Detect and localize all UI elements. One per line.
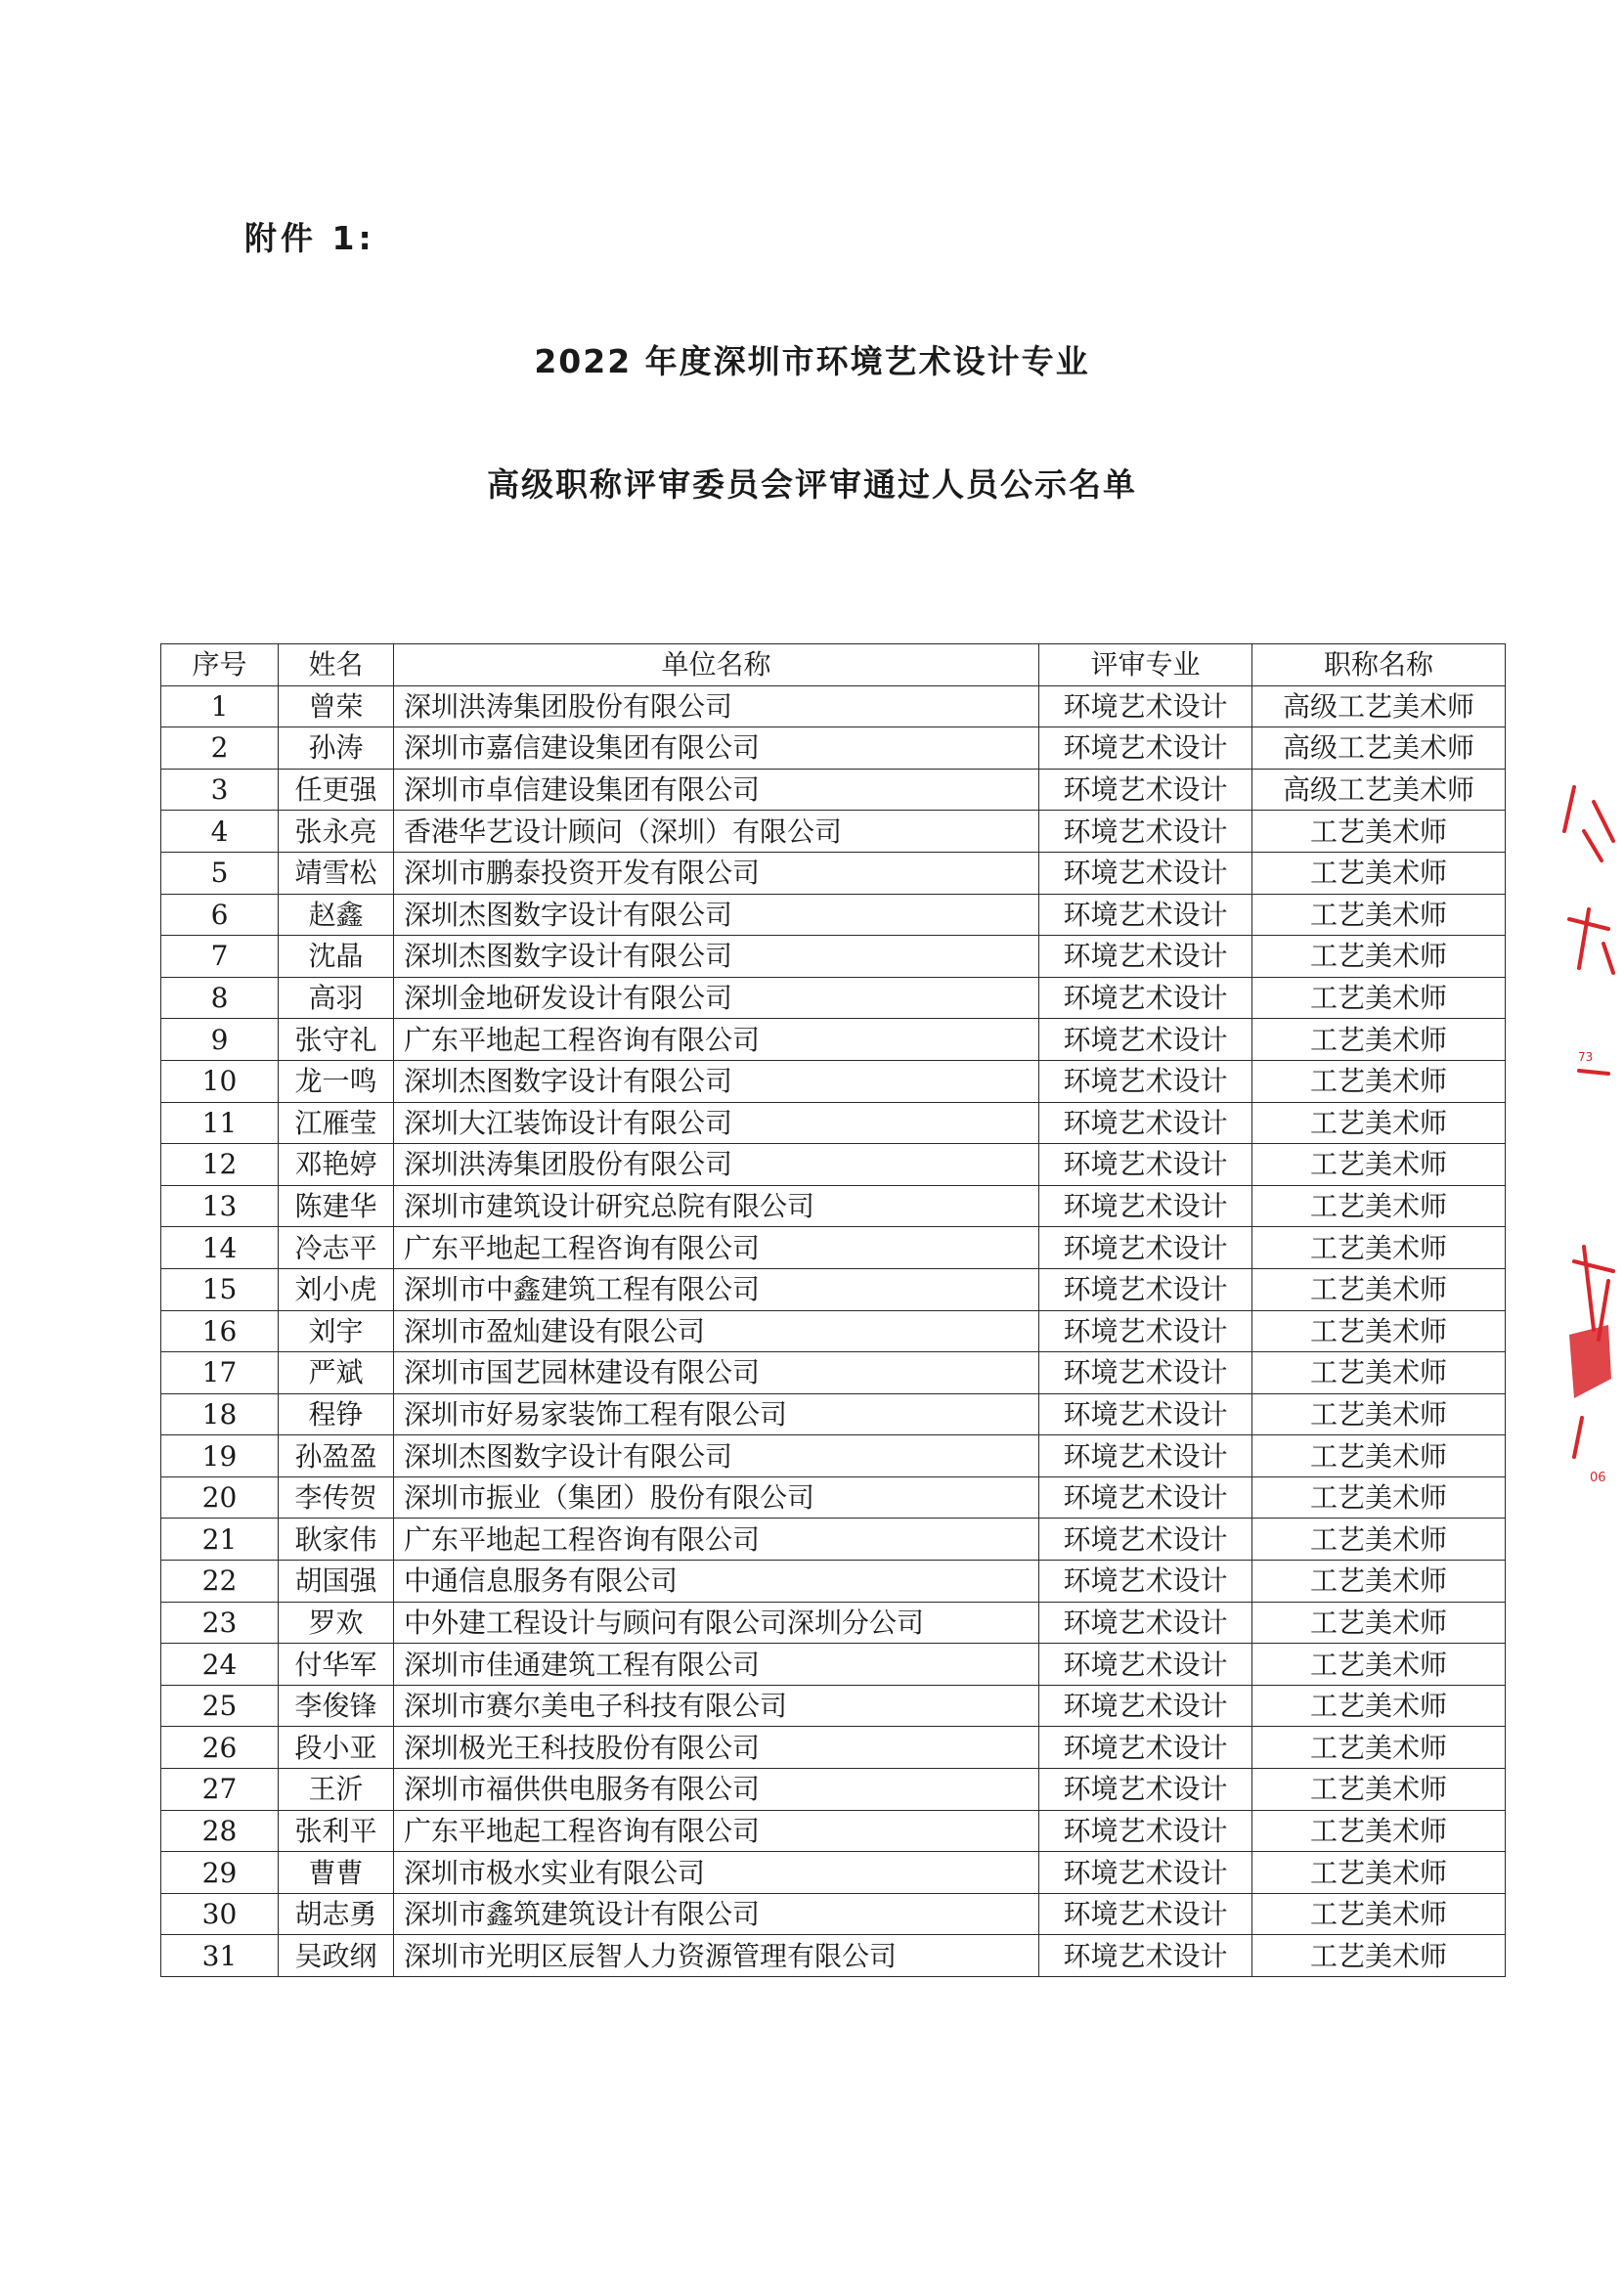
organization-name-cell: 深圳杰图数字设计有限公司 xyxy=(394,936,1039,978)
professional-title-cell: 工艺美术师 xyxy=(1252,977,1506,1019)
table-row xyxy=(161,685,1506,727)
organization-name-cell: 深圳市极水实业有限公司 xyxy=(394,1852,1039,1894)
organization-name-cell: 广东平地起工程咨询有限公司 xyxy=(394,1227,1039,1269)
review-specialty-cell: 环境艺术设计 xyxy=(1039,1227,1252,1269)
review-specialty-cell: 环境艺术设计 xyxy=(1039,1060,1252,1102)
table-row xyxy=(161,1268,1506,1310)
professional-title-cell: 工艺美术师 xyxy=(1252,1435,1506,1477)
row-number-cell: 24 xyxy=(161,1644,279,1686)
column-header-specialty: 评审专业 xyxy=(1039,644,1252,686)
row-number-cell: 4 xyxy=(161,811,279,853)
table-row xyxy=(161,1019,1506,1061)
professional-title-cell: 工艺美术师 xyxy=(1252,1019,1506,1061)
review-specialty-cell: 环境艺术设计 xyxy=(1039,1727,1252,1769)
row-number-cell: 16 xyxy=(161,1310,279,1352)
professional-title-cell: 工艺美术师 xyxy=(1252,1685,1506,1727)
row-number-cell: 11 xyxy=(161,1102,279,1144)
organization-name-cell: 深圳市卓信建设集团有限公司 xyxy=(394,769,1039,811)
table-row xyxy=(161,1810,1506,1852)
seal-fragment-text-2: 06 xyxy=(1590,1471,1606,1485)
review-specialty-cell: 环境艺术设计 xyxy=(1039,769,1252,811)
table-row xyxy=(161,1893,1506,1935)
person-name-cell: 龙一鸣 xyxy=(279,1060,394,1102)
review-specialty-cell: 环境艺术设计 xyxy=(1039,1561,1252,1603)
review-specialty-cell: 环境艺术设计 xyxy=(1039,1393,1252,1435)
row-number-cell: 20 xyxy=(161,1476,279,1519)
column-header-number: 序号 xyxy=(161,644,279,686)
row-number-cell: 15 xyxy=(161,1268,279,1310)
row-number-cell: 8 xyxy=(161,977,279,1019)
organization-name-cell: 深圳市佳通建筑工程有限公司 xyxy=(394,1644,1039,1686)
table-row xyxy=(161,1519,1506,1561)
table-row xyxy=(161,977,1506,1019)
professional-title-cell: 工艺美术师 xyxy=(1252,1893,1506,1935)
table-row xyxy=(161,1644,1506,1686)
review-specialty-cell: 环境艺术设计 xyxy=(1039,852,1252,894)
person-name-cell: 赵鑫 xyxy=(279,894,394,936)
person-name-cell: 严斌 xyxy=(279,1352,394,1394)
organization-name-cell: 深圳市中鑫建筑工程有限公司 xyxy=(394,1268,1039,1310)
person-name-cell: 段小亚 xyxy=(279,1727,394,1769)
row-number-cell: 3 xyxy=(161,769,279,811)
personnel-table xyxy=(160,643,1506,1977)
professional-title-cell: 工艺美术师 xyxy=(1252,1102,1506,1144)
table-row xyxy=(161,1393,1506,1435)
organization-name-cell: 深圳市嘉信建设集团有限公司 xyxy=(394,727,1039,770)
professional-title-cell: 工艺美术师 xyxy=(1252,894,1506,936)
person-name-cell: 程铮 xyxy=(279,1393,394,1435)
row-number-cell: 28 xyxy=(161,1810,279,1852)
person-name-cell: 王沂 xyxy=(279,1769,394,1811)
organization-name-cell: 深圳市建筑设计研究总院有限公司 xyxy=(394,1185,1039,1227)
person-name-cell: 任更强 xyxy=(279,769,394,811)
organization-name-cell: 深圳杰图数字设计有限公司 xyxy=(394,1060,1039,1102)
review-specialty-cell: 环境艺术设计 xyxy=(1039,1352,1252,1394)
professional-title-cell: 工艺美术师 xyxy=(1252,811,1506,853)
table-row xyxy=(161,894,1506,936)
organization-name-cell: 深圳市光明区辰智人力资源管理有限公司 xyxy=(394,1935,1039,1977)
review-specialty-cell: 环境艺术设计 xyxy=(1039,1685,1252,1727)
table-row xyxy=(161,811,1506,853)
professional-title-cell: 工艺美术师 xyxy=(1252,1310,1506,1352)
review-specialty-cell: 环境艺术设计 xyxy=(1039,1019,1252,1061)
review-specialty-cell: 环境艺术设计 xyxy=(1039,894,1252,936)
review-specialty-cell: 环境艺术设计 xyxy=(1039,1102,1252,1144)
professional-title-cell: 高级工艺美术师 xyxy=(1252,727,1506,770)
person-name-cell: 冷志平 xyxy=(279,1227,394,1269)
organization-name-cell: 深圳市好易家装饰工程有限公司 xyxy=(394,1393,1039,1435)
organization-name-cell: 深圳市福供供电服务有限公司 xyxy=(394,1769,1039,1811)
person-name-cell: 陈建华 xyxy=(279,1185,394,1227)
organization-name-cell: 深圳市振业（集团）股份有限公司 xyxy=(394,1476,1039,1519)
table-row xyxy=(161,936,1506,978)
organization-name-cell: 广东平地起工程咨询有限公司 xyxy=(394,1019,1039,1061)
professional-title-cell: 工艺美术师 xyxy=(1252,1852,1506,1894)
person-name-cell: 江雁莹 xyxy=(279,1102,394,1144)
table-body xyxy=(161,685,1506,1976)
row-number-cell: 10 xyxy=(161,1060,279,1102)
person-name-cell: 沈晶 xyxy=(279,936,394,978)
person-name-cell: 高羽 xyxy=(279,977,394,1019)
organization-name-cell: 香港华艺设计顾问（深圳）有限公司 xyxy=(394,811,1039,853)
organization-name-cell: 中外建工程设计与顾问有限公司深圳分公司 xyxy=(394,1602,1039,1644)
person-name-cell: 张守礼 xyxy=(279,1019,394,1061)
table-row xyxy=(161,1727,1506,1769)
organization-name-cell: 深圳大江装饰设计有限公司 xyxy=(394,1102,1039,1144)
review-specialty-cell: 环境艺术设计 xyxy=(1039,1852,1252,1894)
review-specialty-cell: 环境艺术设计 xyxy=(1039,936,1252,978)
professional-title-cell: 工艺美术师 xyxy=(1252,1935,1506,1977)
table-row xyxy=(161,1352,1506,1394)
table-row xyxy=(161,1561,1506,1603)
row-number-cell: 7 xyxy=(161,936,279,978)
review-specialty-cell: 环境艺术设计 xyxy=(1039,727,1252,770)
table-row xyxy=(161,1685,1506,1727)
table-row xyxy=(161,1310,1506,1352)
table-header-row xyxy=(161,644,1506,686)
organization-name-cell: 深圳杰图数字设计有限公司 xyxy=(394,894,1039,936)
person-name-cell: 曾荣 xyxy=(279,685,394,727)
review-specialty-cell: 环境艺术设计 xyxy=(1039,1144,1252,1186)
professional-title-cell: 工艺美术师 xyxy=(1252,1185,1506,1227)
row-number-cell: 12 xyxy=(161,1144,279,1186)
review-specialty-cell: 环境艺术设计 xyxy=(1039,1435,1252,1477)
row-number-cell: 27 xyxy=(161,1769,279,1811)
person-name-cell: 李俊锋 xyxy=(279,1685,394,1727)
table-row xyxy=(161,769,1506,811)
review-specialty-cell: 环境艺术设计 xyxy=(1039,1310,1252,1352)
row-number-cell: 19 xyxy=(161,1435,279,1477)
review-specialty-cell: 环境艺术设计 xyxy=(1039,1644,1252,1686)
person-name-cell: 孙盈盈 xyxy=(279,1435,394,1477)
professional-title-cell: 工艺美术师 xyxy=(1252,1476,1506,1519)
person-name-cell: 邓艳婷 xyxy=(279,1144,394,1186)
column-header-name: 姓名 xyxy=(279,644,394,686)
organization-name-cell: 深圳洪涛集团股份有限公司 xyxy=(394,685,1039,727)
organization-name-cell: 广东平地起工程咨询有限公司 xyxy=(394,1810,1039,1852)
row-number-cell: 6 xyxy=(161,894,279,936)
organization-name-cell: 中通信息服务有限公司 xyxy=(394,1561,1039,1603)
professional-title-cell: 高级工艺美术师 xyxy=(1252,769,1506,811)
table-row xyxy=(161,1060,1506,1102)
professional-title-cell: 工艺美术师 xyxy=(1252,1769,1506,1811)
seal-fragment-text-1: 73 xyxy=(1578,1050,1594,1064)
review-specialty-cell: 环境艺术设计 xyxy=(1039,1519,1252,1561)
review-specialty-cell: 环境艺术设计 xyxy=(1039,1893,1252,1935)
table-row xyxy=(161,1935,1506,1977)
table-row xyxy=(161,1476,1506,1519)
row-number-cell: 30 xyxy=(161,1893,279,1935)
table-row xyxy=(161,1602,1506,1644)
review-specialty-cell: 环境艺术设计 xyxy=(1039,1602,1252,1644)
organization-name-cell: 深圳极光王科技股份有限公司 xyxy=(394,1727,1039,1769)
table-row xyxy=(161,1852,1506,1894)
person-name-cell: 刘小虎 xyxy=(279,1268,394,1310)
professional-title-cell: 工艺美术师 xyxy=(1252,1144,1506,1186)
person-name-cell: 张永亮 xyxy=(279,811,394,853)
professional-title-cell: 工艺美术师 xyxy=(1252,1644,1506,1686)
organization-name-cell: 广东平地起工程咨询有限公司 xyxy=(394,1519,1039,1561)
row-number-cell: 1 xyxy=(161,685,279,727)
professional-title-cell: 工艺美术师 xyxy=(1252,1561,1506,1603)
table-row xyxy=(161,1227,1506,1269)
professional-title-cell: 工艺美术师 xyxy=(1252,1060,1506,1102)
row-number-cell: 2 xyxy=(161,727,279,770)
person-name-cell: 刘宇 xyxy=(279,1310,394,1352)
person-name-cell: 胡志勇 xyxy=(279,1893,394,1935)
column-header-title: 职称名称 xyxy=(1252,644,1506,686)
red-seal-fragment xyxy=(1555,772,1624,1496)
person-name-cell: 胡国强 xyxy=(279,1561,394,1603)
professional-title-cell: 工艺美术师 xyxy=(1252,1268,1506,1310)
person-name-cell: 吴政纲 xyxy=(279,1935,394,1977)
row-number-cell: 13 xyxy=(161,1185,279,1227)
review-specialty-cell: 环境艺术设计 xyxy=(1039,1769,1252,1811)
organization-name-cell: 深圳杰图数字设计有限公司 xyxy=(394,1435,1039,1477)
table-row xyxy=(161,1144,1506,1186)
organization-name-cell: 深圳市国艺园林建设有限公司 xyxy=(394,1352,1039,1394)
table-row xyxy=(161,1435,1506,1477)
professional-title-cell: 工艺美术师 xyxy=(1252,936,1506,978)
table-row xyxy=(161,1769,1506,1811)
professional-title-cell: 工艺美术师 xyxy=(1252,1727,1506,1769)
review-specialty-cell: 环境艺术设计 xyxy=(1039,1476,1252,1519)
table-row xyxy=(161,852,1506,894)
row-number-cell: 31 xyxy=(161,1935,279,1977)
professional-title-cell: 工艺美术师 xyxy=(1252,1810,1506,1852)
professional-title-cell: 工艺美术师 xyxy=(1252,1519,1506,1561)
person-name-cell: 罗欢 xyxy=(279,1602,394,1644)
person-name-cell: 付华军 xyxy=(279,1644,394,1686)
row-number-cell: 29 xyxy=(161,1852,279,1894)
row-number-cell: 25 xyxy=(161,1685,279,1727)
organization-name-cell: 深圳市盈灿建设有限公司 xyxy=(394,1310,1039,1352)
organization-name-cell: 深圳洪涛集团股份有限公司 xyxy=(394,1144,1039,1186)
organization-name-cell: 深圳市鹏泰投资开发有限公司 xyxy=(394,852,1039,894)
professional-title-cell: 工艺美术师 xyxy=(1252,1352,1506,1394)
row-number-cell: 26 xyxy=(161,1727,279,1769)
review-specialty-cell: 环境艺术设计 xyxy=(1039,977,1252,1019)
professional-title-cell: 工艺美术师 xyxy=(1252,1227,1506,1269)
review-specialty-cell: 环境艺术设计 xyxy=(1039,1268,1252,1310)
row-number-cell: 17 xyxy=(161,1352,279,1394)
column-header-organization: 单位名称 xyxy=(394,644,1039,686)
attachment-label: 附件 1: xyxy=(244,219,375,257)
row-number-cell: 9 xyxy=(161,1019,279,1061)
row-number-cell: 22 xyxy=(161,1561,279,1603)
review-specialty-cell: 环境艺术设计 xyxy=(1039,685,1252,727)
person-name-cell: 靖雪松 xyxy=(279,852,394,894)
table-row xyxy=(161,1185,1506,1227)
person-name-cell: 张利平 xyxy=(279,1810,394,1852)
table-row xyxy=(161,727,1506,770)
professional-title-cell: 工艺美术师 xyxy=(1252,1393,1506,1435)
row-number-cell: 18 xyxy=(161,1393,279,1435)
person-name-cell: 李传贺 xyxy=(279,1476,394,1519)
row-number-cell: 21 xyxy=(161,1519,279,1561)
review-specialty-cell: 环境艺术设计 xyxy=(1039,1810,1252,1852)
row-number-cell: 23 xyxy=(161,1602,279,1644)
organization-name-cell: 深圳市鑫筑建筑设计有限公司 xyxy=(394,1893,1039,1935)
row-number-cell: 14 xyxy=(161,1227,279,1269)
person-name-cell: 曹曹 xyxy=(279,1852,394,1894)
row-number-cell: 5 xyxy=(161,852,279,894)
organization-name-cell: 深圳金地研发设计有限公司 xyxy=(394,977,1039,1019)
document-title-line2: 高级职称评审委员会评审通过人员公示名单 xyxy=(487,465,1137,504)
organization-name-cell: 深圳市赛尔美电子科技有限公司 xyxy=(394,1685,1039,1727)
professional-title-cell: 工艺美术师 xyxy=(1252,852,1506,894)
person-name-cell: 耿家伟 xyxy=(279,1519,394,1561)
document-title-line1: 2022 年度深圳市环境艺术设计专业 xyxy=(534,342,1090,380)
professional-title-cell: 工艺美术师 xyxy=(1252,1602,1506,1644)
table-row xyxy=(161,1102,1506,1144)
review-specialty-cell: 环境艺术设计 xyxy=(1039,811,1252,853)
person-name-cell: 孙涛 xyxy=(279,727,394,770)
review-specialty-cell: 环境艺术设计 xyxy=(1039,1935,1252,1977)
professional-title-cell: 高级工艺美术师 xyxy=(1252,685,1506,727)
review-specialty-cell: 环境艺术设计 xyxy=(1039,1185,1252,1227)
